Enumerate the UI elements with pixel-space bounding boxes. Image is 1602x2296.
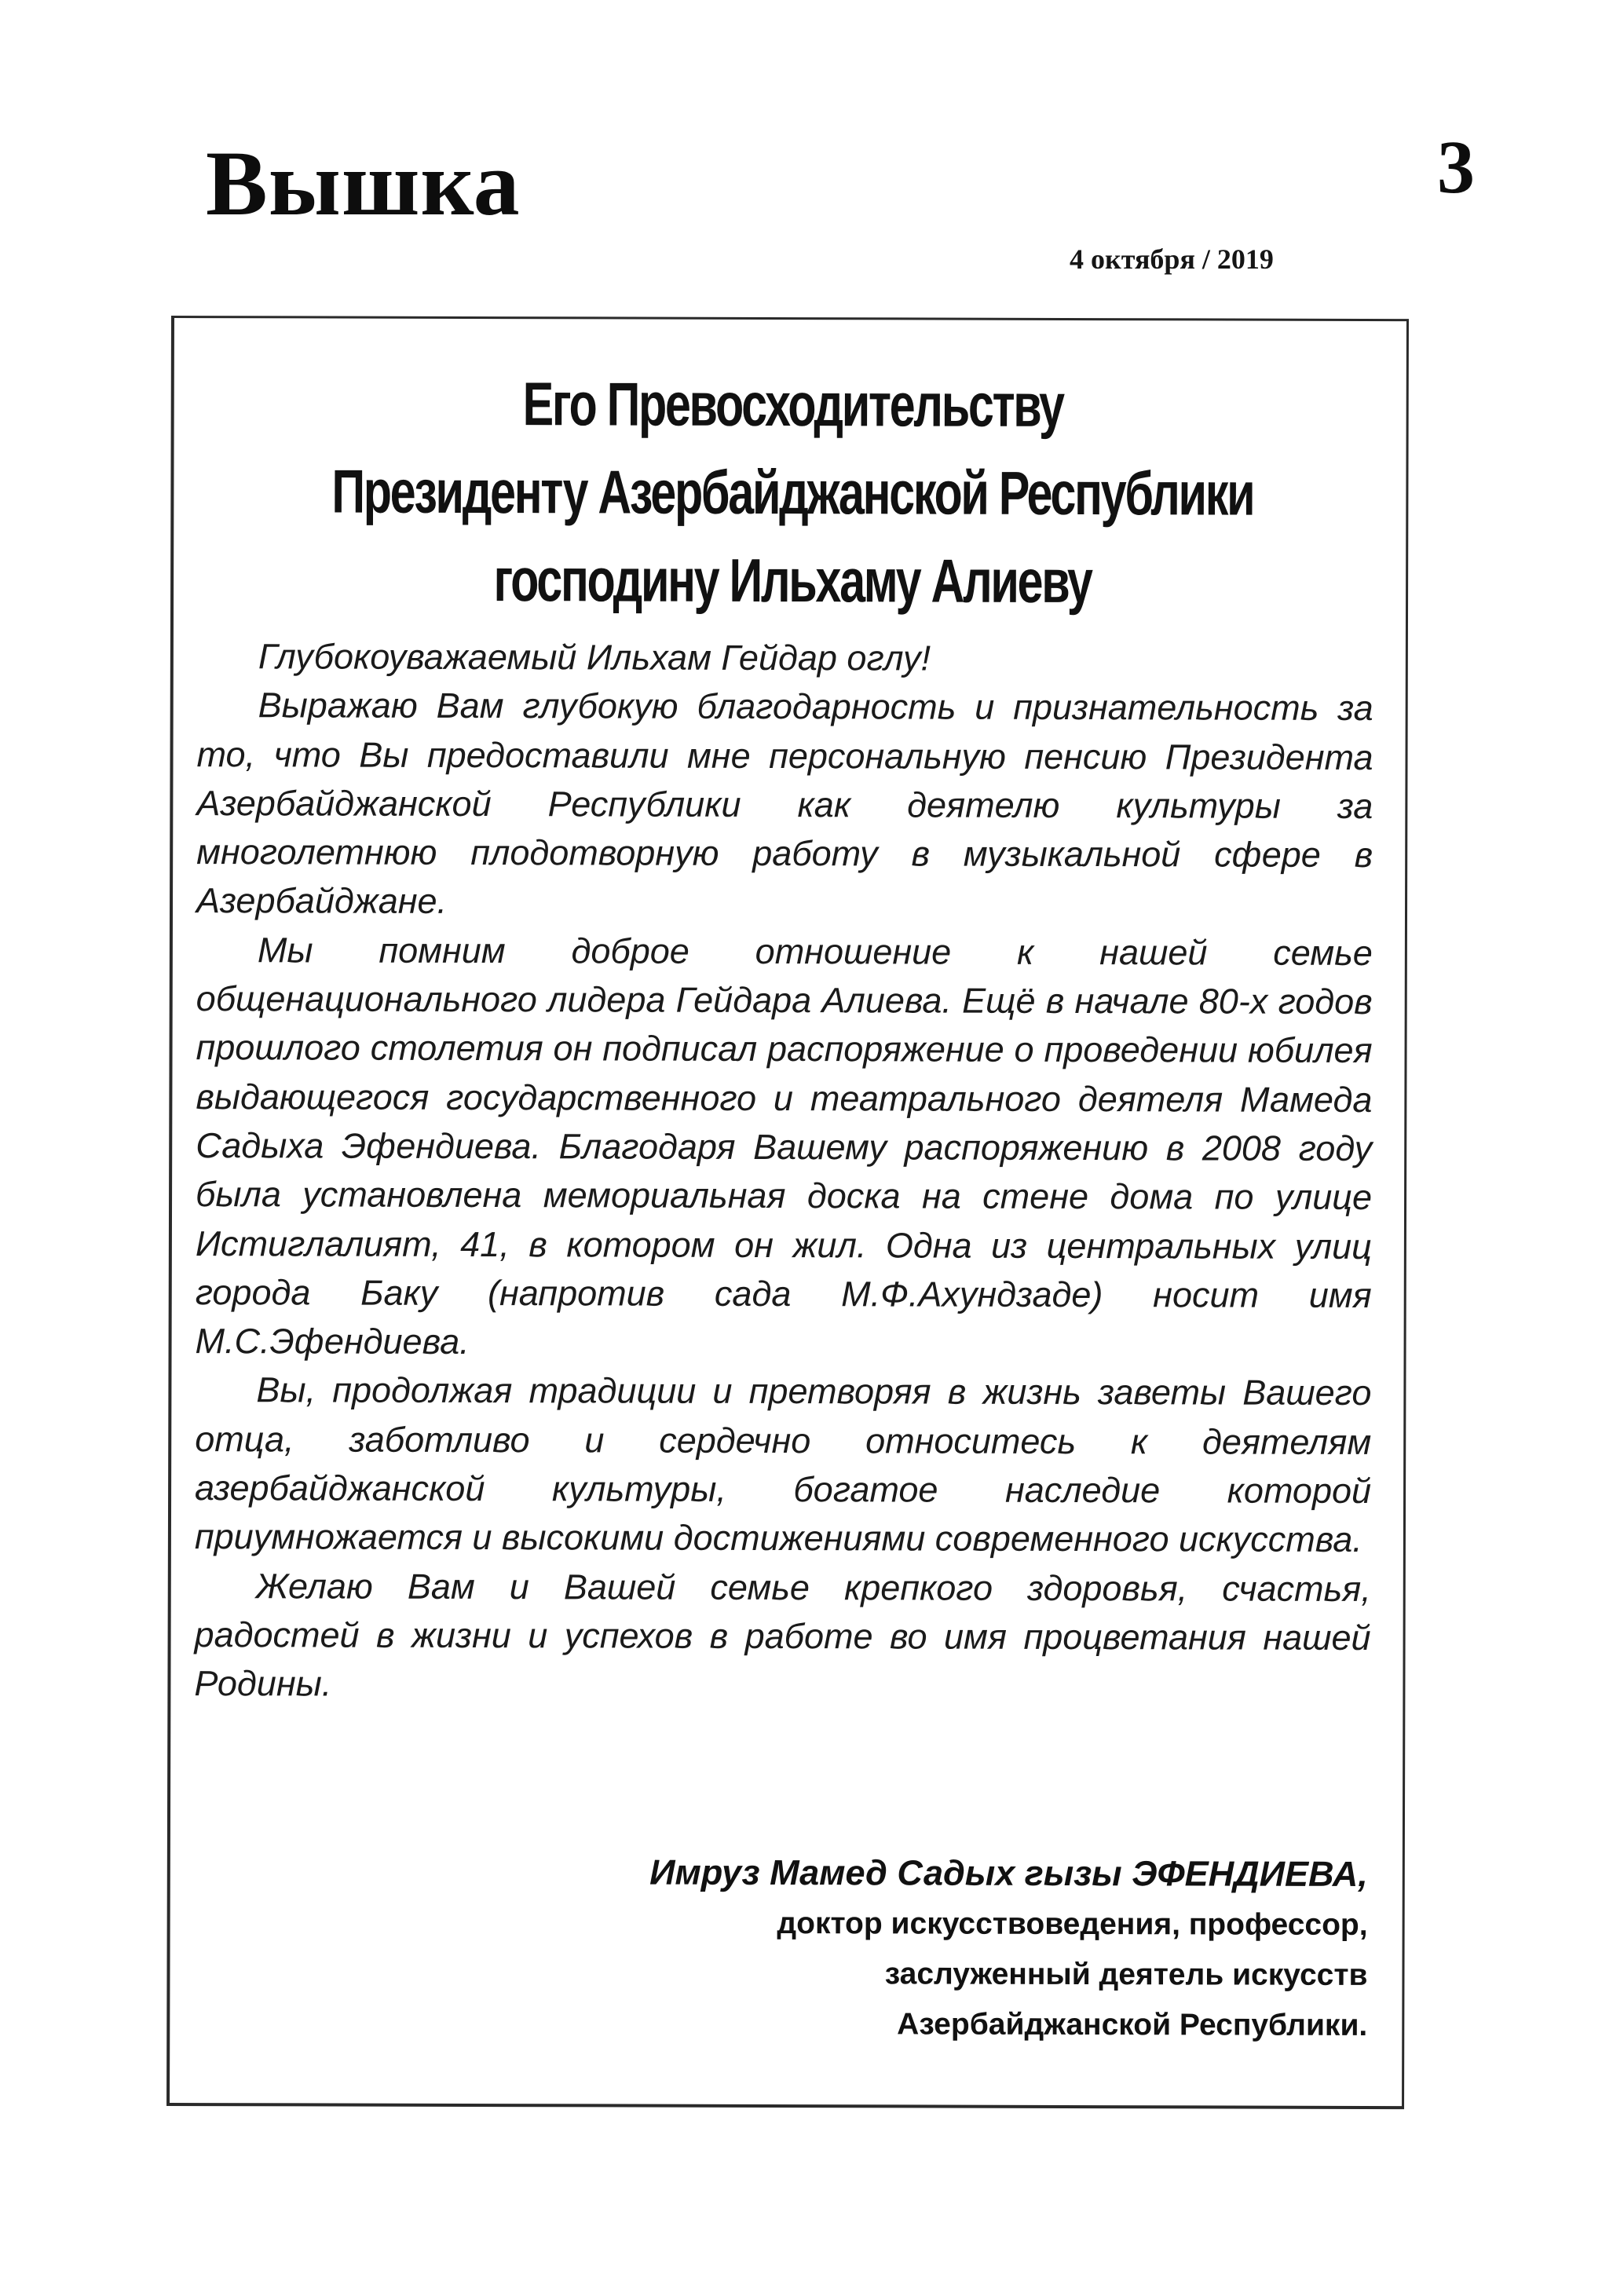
headline-line-1: Его Превосходительству: [522, 369, 1063, 440]
letter-paragraph-1: Выражаю Вам глубокую благодарность и признательность за то, что Вы предоставили мне персональную пенсию Президента Азербайджанской Республики как деятелю культуры за многолетнюю плодотворную работу в музыкальной сфере в Азербайджане.: [196, 685, 1373, 922]
letter-paragraph-3: Вы, продолжая традиции и претворяя в жизнь заветы Вашего отца, заботливо и сердечно относитесь к деятелям азербайджанской культуры, богатое наследие которой приумножается и высокими достижениями современного искусства.: [194, 1369, 1372, 1560]
newspaper-masthead: Вышка: [206, 132, 521, 235]
signature-block: [425, 1846, 1368, 2051]
article-clipping: [166, 316, 1409, 2109]
issue-date: 4 октября / 2019: [1070, 243, 1274, 275]
signature-credential-2: заслуженный деятель искусств: [884, 1957, 1368, 1992]
letter-body: [194, 632, 1373, 1711]
letter-paragraph-2: Мы помним доброе отношение к нашей семье общенационального лидера Гейдара Алиева. Ещё в начале 80-х годов прошлого столетия он подписал распоряжение о проведении юбилея выдающегося государственного и театрального деятеля Мамеда Садыха Эфендиева. Благодаря Вашему распоряжению в 2008 году была установлена мемориальная доска на стене дома по улице Истиглалият, 41, в котором он жил. Одна из центральных улиц города Баку (напротив сада М.Ф.Ахундзаде) носит имя М.С.Эфендиева.: [195, 930, 1373, 1362]
headline-line-2: Президенту Азербайджанской Республики: [331, 456, 1254, 528]
letter-salutation: Глубокоуважаемый Ильхам Гейдар оглу!: [258, 636, 931, 678]
signature-credential-3: Азербайджанской Республики.: [897, 2007, 1368, 2042]
article-headline: [322, 360, 1264, 626]
signature-name: Имруз Мамед Садых гызы ЭФЕНДИЕВА,: [649, 1852, 1368, 1894]
headline-line-3: господину Ильхаму Алиеву: [493, 545, 1092, 616]
page-number: 3: [1437, 125, 1475, 209]
letter-paragraph-4: Желаю Вам и Вашей семье крепкого здоровья, счастья, радостей в жизни и успехов в работе во имя процветания нашей Родины.: [194, 1565, 1371, 1704]
signature-credential-1: доктор искусствоведения, профессор,: [777, 1907, 1368, 1942]
